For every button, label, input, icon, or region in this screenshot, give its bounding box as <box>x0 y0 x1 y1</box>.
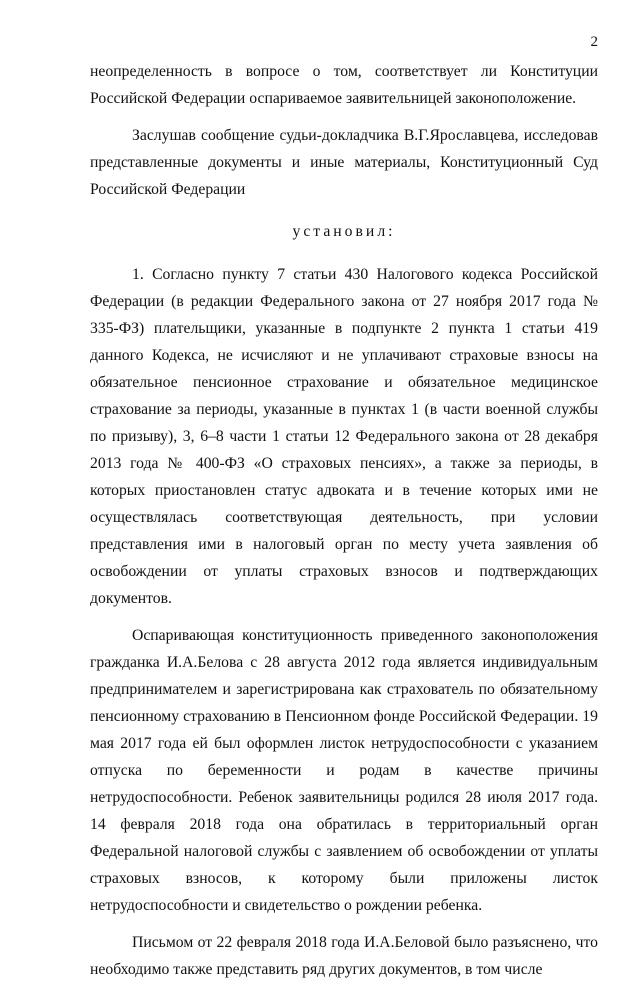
document-body <box>90 58 598 983</box>
paragraph-hearing: Заслушав сообщение судьи-докладчика В.Г.Ярославцева, исследовав представленные документы и иные материалы, Конституционный Суд Российской Федерации <box>90 127 598 198</box>
page-number: 2 <box>590 34 598 50</box>
paragraph-continuation: неопределенность в вопросе о том, соответствует ли Конституции Российской Федерации оспариваемое заявительницей законоположение. <box>90 63 598 107</box>
paragraph-letter: Письмом от 22 февраля 2018 года И.А.Беловой было разъяснено, что необходимо также представить ряд других документов, в том числе <box>90 934 598 978</box>
paragraph-item-1: 1. Согласно пункту 7 статьи 430 Налогового кодекса Российской Федерации (в редакции Федерального закона от 27 ноября 2017 года № 335-ФЗ) плательщики, указанные в подпункте 2 пункта 1 статьи 419 данного Кодекса, не исчисляют и не уплачивают страховые взносы на обязательное пенсионное страхование и обязательное медицинское страхование за периоды, указанные в пунктах 1 (в части военной службы по призыву), 3, 6–8 части 1 статьи 12 Федерального закона от 28 декабря 2013 года № 400-ФЗ «О страховых пенсиях», а также за периоды, в которых приостановлен статус адвоката и в течение которых ими не осуществлялась соответствующая деятельность, при условии представления ими в налоговый орган по месту учета заявления об освобождении от уплаты страховых взносов и подтверждающих документов. <box>90 266 598 607</box>
section-heading: установил: <box>292 223 396 240</box>
paragraph-applicant: Оспаривающая конституционность приведенного законоположения гражданка И.А.Белова с 28 августа 2012 года является индивидуальным предпринимателем и зарегистрирована как страхователь по обязательному пенсионному страхованию в Пенсионном фонде Российской Федерации. 19 мая 2017 года ей был оформлен листок нетрудоспособности с указанием отпуска по беременности и родам в качестве причины нетрудоспособности. Ребенок заявительницы родился 28 июля 2017 года. 14 февраля 2018 года она обратилась в территориальный орган Федеральной налоговой службы с заявлением об освобождении от уплаты страховых взносов, к которому были приложены листок нетрудоспособности и свидетельство о рождении ребенка. <box>90 627 598 914</box>
